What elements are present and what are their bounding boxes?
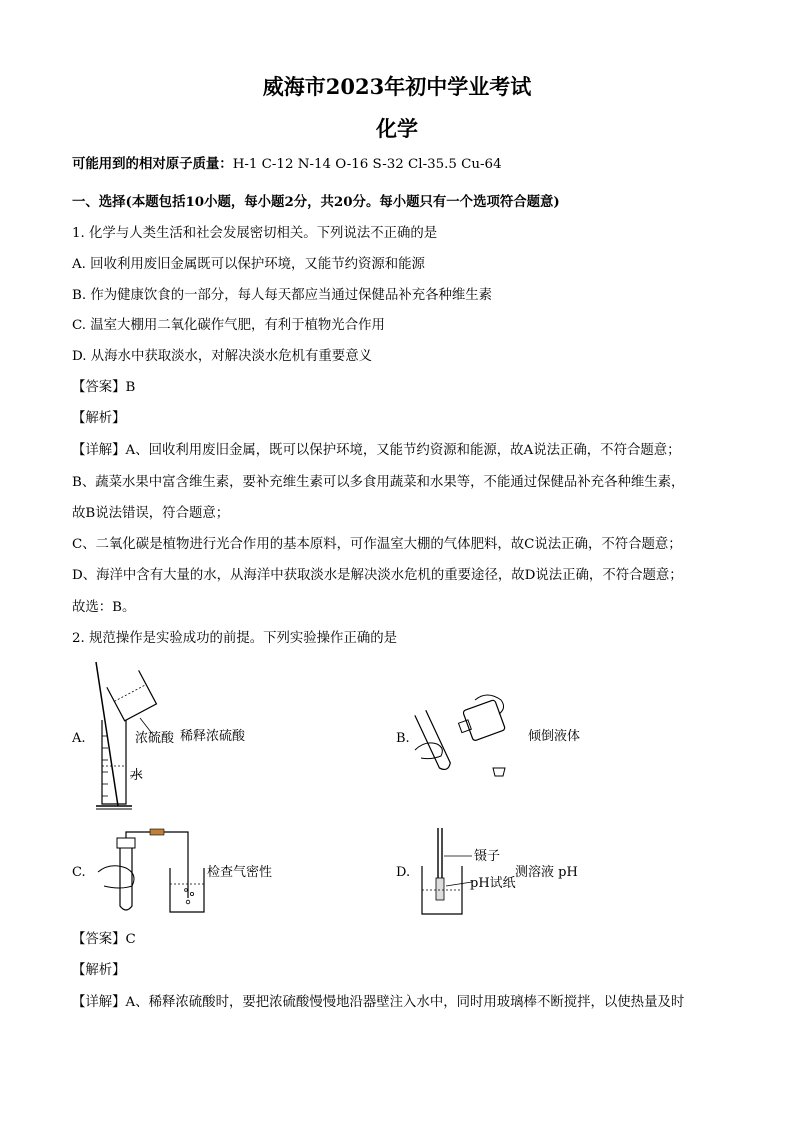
q2-stem: 2. 规范操作是实验成功的前提。下列实验操作正确的是 [72, 631, 398, 646]
atomic-masses-label: 可能用到的相对原子质量： [72, 156, 233, 172]
q1-analysis-label: 【解析】 [72, 411, 126, 426]
atomic-masses-values: H-1 C-12 N-14 O-16 S-32 Cl-35.5 Cu-64 [232, 157, 502, 172]
figure-b-letter: B. [396, 731, 410, 746]
figure-c-diagram [92, 828, 212, 918]
figure-a-water-label: 水 [130, 768, 144, 783]
q1-option-d: D. 从海水中获取淡水，对解决淡水危机有重要意义 [72, 349, 372, 364]
q1-detail-line-2: B、蔬菜水果中富含维生素，要补充维生素可以多食用蔬菜和水果等，不能通过保健品补充各种维生素， [72, 475, 685, 490]
q1-option-b: B. 作为健康饮食的一部分，每人每天都应当通过保健品补充各种维生素 [72, 288, 493, 303]
q1-option-a: A. 回收利用废旧金属既可以保护环境，又能节约资源和能源 [72, 257, 425, 272]
figure-b-operation-label: 倾倒液体 [528, 729, 581, 744]
q1-stem: 1. 化学与人类生活和社会发展密切相关。下列说法不正确的是 [72, 226, 438, 241]
q1-option-c: C. 温室大棚用二氧化碳作气肥，有利于植物光合作用 [72, 318, 385, 333]
q1-detail-line-5: D、海洋中含有大量的水，从海洋中获取淡水是解决淡水危机的重要途径，故D说法正确，不符合题意； [72, 568, 683, 583]
figure-d-diagram [420, 826, 480, 918]
atomic-masses-line [72, 156, 502, 173]
figure-a-acid-label: 浓硫酸 [135, 731, 175, 746]
q1-detail-line-4: C、二氧化碳是植物进行光合作用的基本原料，可作温室大棚的气体肥料，故C说法正确，不符合题意； [72, 537, 682, 552]
exam-title: 威海市2023年初中学业考试 [262, 74, 532, 99]
figure-c-letter: C. [72, 865, 86, 880]
q2-answer: 【答案】C [72, 932, 136, 947]
q1-answer: 【答案】B [72, 380, 136, 395]
figure-d-operation-label: 测溶液 pH [515, 865, 578, 880]
subject-title: 化学 [376, 116, 418, 141]
figure-a-operation-label: 稀释浓硫酸 [180, 729, 246, 744]
figure-c-operation-label: 检查气密性 [207, 865, 273, 880]
figure-d-paper-label: pH试纸 [470, 876, 516, 891]
q1-detail-line-3: 故B说法错误，符合题意； [72, 506, 230, 521]
figure-a-letter: A. [72, 731, 86, 746]
figure-b-diagram [415, 690, 525, 785]
q2-analysis-label: 【解析】 [72, 963, 126, 978]
q2-detail-line-1: 【详解】A、稀释浓硫酸时，要把浓硫酸慢慢地沿器壁注入水中，同时用玻璃棒不断搅拌，以使热量及时 [72, 995, 685, 1010]
section-heading: 一、选择(本题包括10小题，每小题2分，共20分。每小题只有一个选项符合题意) [72, 194, 560, 210]
q1-detail-line-1: 【详解】A、回收利用废旧金属，既可以保护环境，又能节约资源和能源，故A说法正确，不符合题意； [72, 443, 681, 458]
figure-d-letter: D. [396, 865, 411, 880]
figure-d-tweezers-label: 镊子 [474, 849, 501, 864]
q1-detail-line-6: 故选：B。 [72, 600, 136, 615]
